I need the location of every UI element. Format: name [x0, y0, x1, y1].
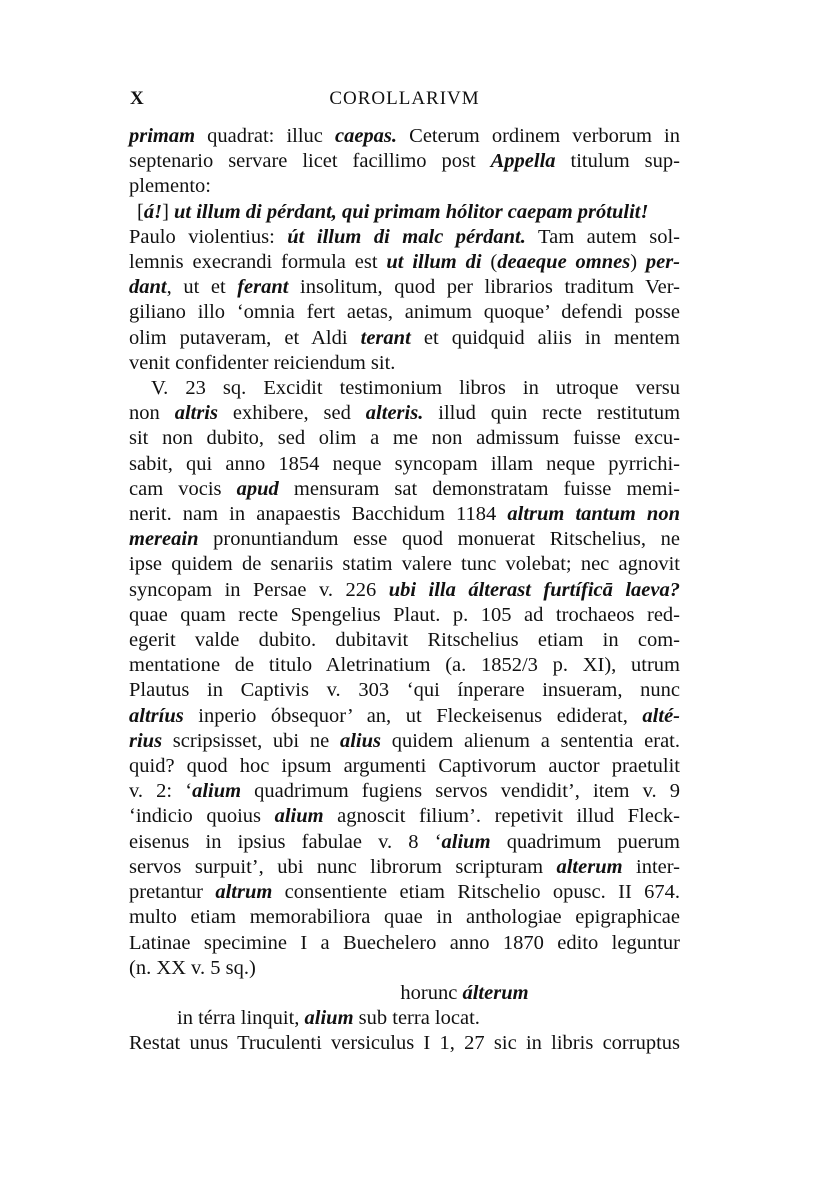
page [129, 88, 680, 1057]
text-line: dant, ut et ferant insolitum, quod per librarios traditum Ver- [129, 276, 680, 299]
text-line: cam vocis apud mensuram sat demonstratam fuisse memi- [129, 477, 680, 500]
text-line: Plautus in Captivis v. 303 ‘qui ínperare insueram, nunc [129, 679, 680, 702]
text-line: [á!] ut illum di pérdant, qui primam hólitor caepam prótulit! [137, 200, 649, 223]
text-line: sabit, qui anno 1854 neque syncopam illam neque pyrrichi- [129, 452, 680, 475]
text-line: sit non dubito, sed olim a me non admissum fuisse excu- [129, 427, 680, 450]
text-line: mereain pronuntiandum esse quod monuerat Ritschelius, ne [129, 528, 680, 551]
text-line: mentatione de titulo Aletrinatium (a. 1852/3 p. XI), utrum [129, 654, 680, 677]
text-line: rius scripsisset, ubi ne alius quidem alienum a sententia erat. [129, 729, 680, 752]
text-line: venit confidenter reiciendum sit. [129, 351, 396, 374]
text-line: multo etiam memorabiliora quae in anthologiae epigraphicae [129, 906, 680, 929]
running-title: COROLLARIVM [329, 88, 480, 109]
text-line: eisenus in ipsius fabulae v. 8 ‘alium quadrimum puerum [129, 830, 680, 853]
text-line: syncopam in Persae v. 226 ubi illa álterast furtíficā laeva? [129, 578, 680, 601]
text-line: Paulo violentius: út illum di malc pérdant. Tam autem sol- [129, 225, 681, 248]
text-line: olim putaveram, et Aldi terant et quidquid aliis in mentem [129, 326, 680, 349]
text-line: servos surpuit’, ubi nunc librorum scripturam alterum inter- [129, 855, 681, 878]
text-line: ‘indicio quoius alium agnoscit filium’. repetivit illud Fleck- [129, 805, 680, 828]
text-line: non altris exhibere, sed alteris. illud quin recte restitutum [129, 402, 681, 425]
text-line: lemnis execrandi formula est ut illum di (deaeque omnes) per- [129, 251, 681, 274]
text-line: V. 23 sq. Excidit testimonium libros in utroque versu [151, 377, 680, 400]
text-line: plemento: [129, 175, 211, 198]
text-line: quae quam recte Spengelius Plaut. p. 105 ad trochaeos red- [129, 603, 680, 626]
text-line: Latinae specimine I a Buechelero anno 1870 edito leguntur [129, 931, 680, 954]
text-line: v. 2: ‘alium quadrimum fugiens servos vendidit’, item v. 9 [129, 780, 680, 803]
text-line: septenario servare licet facillimo post Appella titulum sup- [129, 150, 680, 173]
text-line: egerit valde dubito. dubitavit Ritschelius etiam in com- [129, 629, 680, 652]
text-line: altríus inperio óbsequor’ an, ut Fleckeisenus ediderat, alté- [129, 704, 680, 727]
text-line: nerit. nam in anapaestis Bacchidum 1184 altrum tantum non [129, 503, 680, 526]
text-line: giliano illo ‘omnia fert aetas, animum quoque’ defendi posse [129, 301, 680, 324]
page-number: X [130, 88, 144, 109]
text-line: quid? quod hoc ipsum argumenti Captivorum auctor praetulit [129, 755, 680, 778]
text-line: ipse quidem de senariis statim valere tunc volebat; nec agnovit [129, 553, 680, 576]
text-line: Restat unus Truculenti versiculus I 1, 27 sic in libris corruptus [129, 1032, 680, 1055]
text-line: horunc álterum [400, 981, 529, 1004]
text-line: in térra linquit, alium sub terra locat. [177, 1007, 480, 1030]
body-text [129, 124, 680, 1057]
running-header [129, 88, 680, 114]
text-line: primam quadrat: illuc caepas. Ceterum ordinem verborum in [129, 125, 680, 147]
text-line: pretantur altrum consentiente etiam Ritschelio opusc. II 674. [129, 881, 680, 904]
text-line: (n. XX v. 5 sq.) [129, 956, 256, 979]
